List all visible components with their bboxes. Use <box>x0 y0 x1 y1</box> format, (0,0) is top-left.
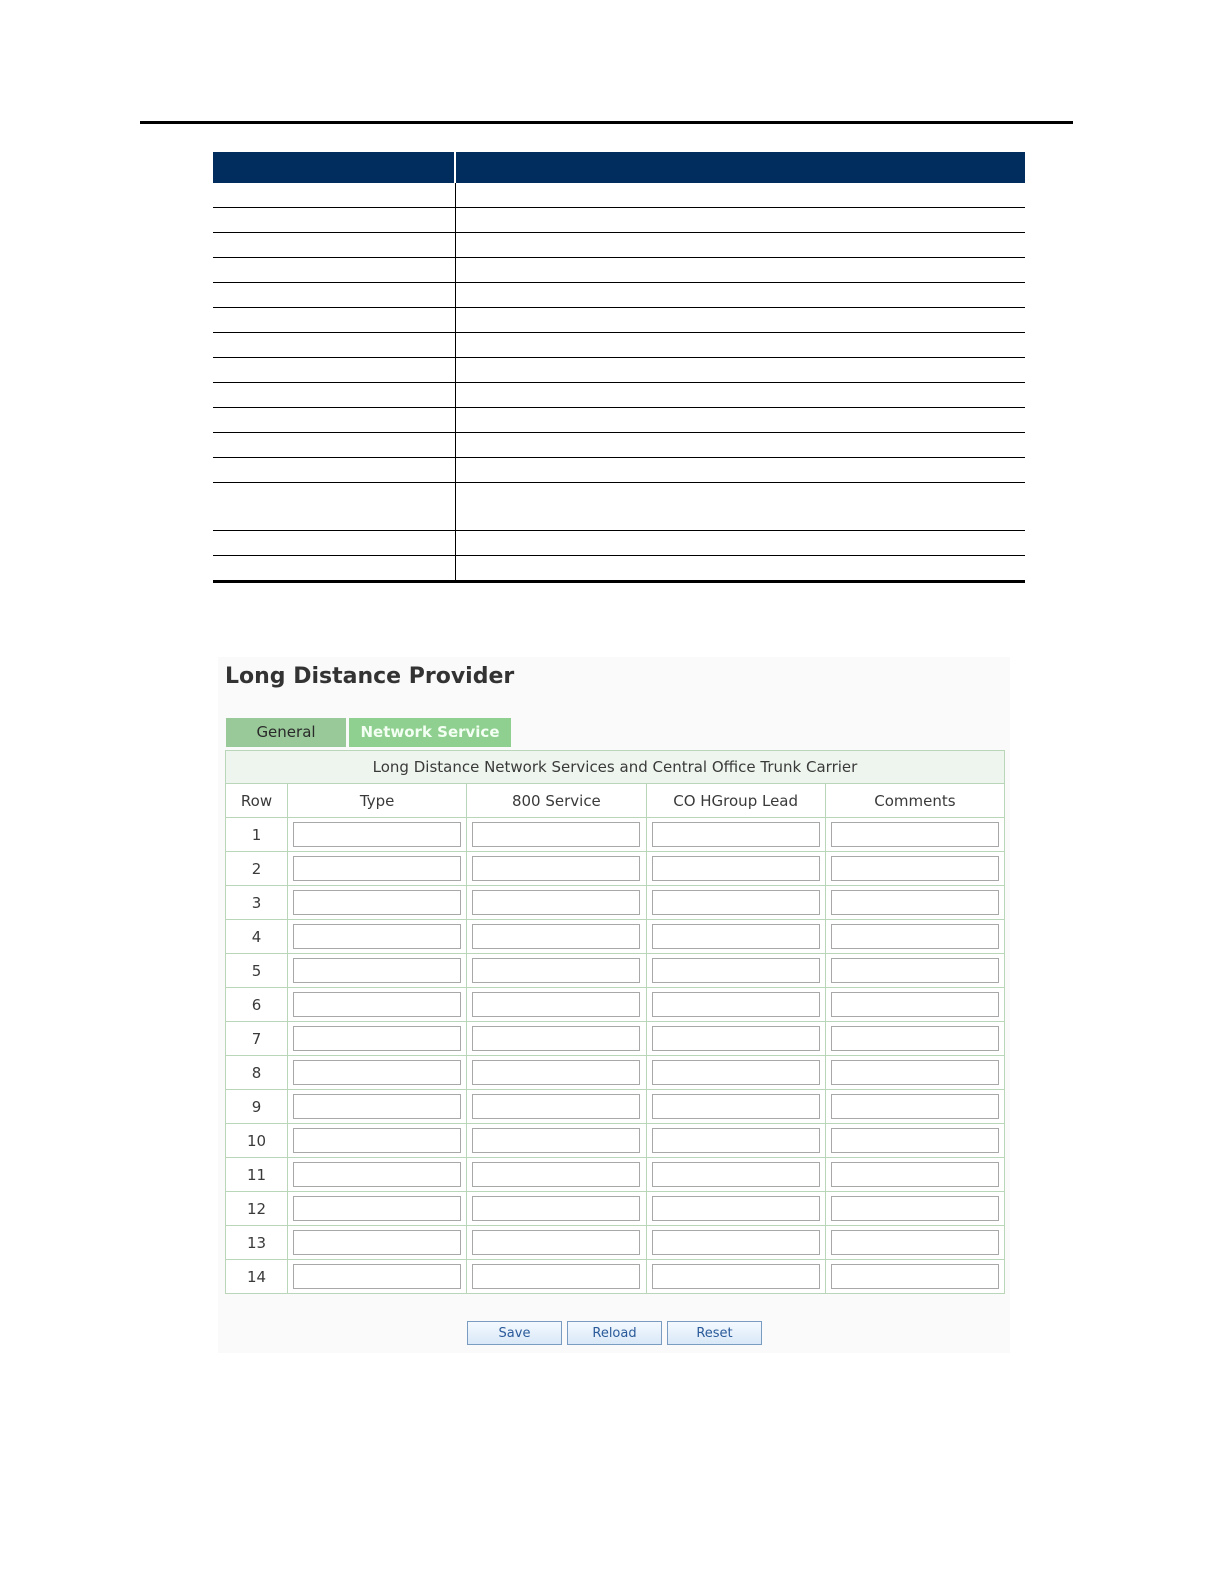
row-number: 12 <box>226 1192 288 1226</box>
type-input[interactable] <box>293 1060 461 1085</box>
co-hgroup-lead-input[interactable] <box>652 1094 820 1119</box>
co-hgroup-lead-input[interactable] <box>652 822 820 847</box>
table-cell <box>646 1022 825 1056</box>
table-cell <box>467 920 646 954</box>
comments-input[interactable] <box>831 1196 999 1221</box>
800-service-input[interactable] <box>472 1094 640 1119</box>
column-header-800-service: 800 Service <box>467 784 646 818</box>
reference-table-cell <box>213 458 455 483</box>
table-cell <box>288 988 467 1022</box>
page-top-rule <box>140 121 1073 124</box>
reference-table <box>213 152 1025 583</box>
reference-table-row <box>213 208 1025 233</box>
reference-table-row <box>213 458 1025 483</box>
table-cell <box>467 852 646 886</box>
table-cell <box>825 1056 1004 1090</box>
row-number: 4 <box>226 920 288 954</box>
table-row <box>226 954 1005 988</box>
reference-table-cell <box>455 183 1025 208</box>
reference-table-row <box>213 283 1025 308</box>
co-hgroup-lead-input[interactable] <box>652 1162 820 1187</box>
800-service-input[interactable] <box>472 1264 640 1289</box>
row-number: 13 <box>226 1226 288 1260</box>
page-title: Long Distance Provider <box>225 664 515 689</box>
network-services-rows <box>226 818 1005 1294</box>
table-cell <box>825 1192 1004 1226</box>
co-hgroup-lead-input[interactable] <box>652 1196 820 1221</box>
reference-table-cell <box>213 408 455 433</box>
reference-table-row <box>213 333 1025 358</box>
reference-table-cell <box>213 483 455 531</box>
reference-table-cell <box>455 283 1025 308</box>
type-input[interactable] <box>293 1264 461 1289</box>
table-cell <box>825 1124 1004 1158</box>
type-input[interactable] <box>293 1230 461 1255</box>
table-cell <box>646 818 825 852</box>
row-number: 2 <box>226 852 288 886</box>
reference-table-cell <box>213 233 455 258</box>
reference-table-cell <box>455 408 1025 433</box>
reference-table-row <box>213 358 1025 383</box>
800-service-input[interactable] <box>472 890 640 915</box>
table-cell <box>646 1124 825 1158</box>
co-hgroup-lead-input[interactable] <box>652 856 820 881</box>
table-row <box>226 988 1005 1022</box>
reference-table-row <box>213 308 1025 333</box>
table-row <box>226 1090 1005 1124</box>
co-hgroup-lead-input[interactable] <box>652 958 820 983</box>
comments-input[interactable] <box>831 856 999 881</box>
table-cell <box>646 852 825 886</box>
column-header-row: Row <box>226 784 288 818</box>
reference-table-cell <box>455 433 1025 458</box>
reference-table-cell <box>455 308 1025 333</box>
800-service-input[interactable] <box>472 958 640 983</box>
800-service-input[interactable] <box>472 1060 640 1085</box>
table-row <box>226 1056 1005 1090</box>
tab-general[interactable]: General <box>226 718 346 747</box>
comments-input[interactable] <box>831 992 999 1017</box>
table-cell <box>467 1226 646 1260</box>
co-hgroup-lead-input[interactable] <box>652 924 820 949</box>
table-cell <box>825 1022 1004 1056</box>
type-input[interactable] <box>293 856 461 881</box>
800-service-input[interactable] <box>472 1128 640 1153</box>
reference-table-cell <box>213 383 455 408</box>
table-cell <box>288 1260 467 1294</box>
table-cell <box>646 1192 825 1226</box>
table-row <box>226 1158 1005 1192</box>
table-row <box>226 1192 1005 1226</box>
table-cell <box>288 1158 467 1192</box>
table-cell <box>467 818 646 852</box>
table-cell <box>288 1226 467 1260</box>
reference-table-cell <box>213 333 455 358</box>
800-service-input[interactable] <box>472 992 640 1017</box>
table-cell <box>825 886 1004 920</box>
table-row <box>226 1124 1005 1158</box>
reference-table-cell <box>455 208 1025 233</box>
type-input[interactable] <box>293 992 461 1017</box>
reference-table-cell <box>455 458 1025 483</box>
reference-table-row <box>213 483 1025 531</box>
comments-input[interactable] <box>831 1264 999 1289</box>
row-number: 1 <box>226 818 288 852</box>
comments-input[interactable] <box>831 924 999 949</box>
table-cell <box>467 1158 646 1192</box>
reference-header-cell-1 <box>213 152 455 183</box>
table-cell <box>288 1090 467 1124</box>
co-hgroup-lead-input[interactable] <box>652 1128 820 1153</box>
reference-table-row <box>213 408 1025 433</box>
reference-table-row <box>213 233 1025 258</box>
reload-button[interactable]: Reload <box>567 1321 662 1345</box>
type-input[interactable] <box>293 1128 461 1153</box>
table-row <box>226 920 1005 954</box>
reference-table-cell <box>213 183 455 208</box>
800-service-input[interactable] <box>472 1026 640 1051</box>
reference-table-cell <box>213 308 455 333</box>
long-distance-provider-panel <box>218 657 1010 1353</box>
reference-table-cell <box>213 358 455 383</box>
row-number: 11 <box>226 1158 288 1192</box>
table-cell <box>467 1090 646 1124</box>
comments-input[interactable] <box>831 890 999 915</box>
table-cell <box>646 1226 825 1260</box>
table-cell <box>288 852 467 886</box>
800-service-input[interactable] <box>472 924 640 949</box>
table-cell <box>646 1056 825 1090</box>
table-cell <box>825 954 1004 988</box>
800-service-input[interactable] <box>472 1196 640 1221</box>
co-hgroup-lead-input[interactable] <box>652 1026 820 1051</box>
table-cell <box>467 954 646 988</box>
column-header-type: Type <box>288 784 467 818</box>
type-input[interactable] <box>293 958 461 983</box>
reference-table-cell <box>455 233 1025 258</box>
reference-table-header <box>213 152 1025 183</box>
table-cell <box>288 818 467 852</box>
reference-header-cell-2 <box>455 152 1025 183</box>
co-hgroup-lead-input[interactable] <box>652 1230 820 1255</box>
comments-input[interactable] <box>831 1060 999 1085</box>
comments-input[interactable] <box>831 1094 999 1119</box>
table-cell <box>288 1022 467 1056</box>
type-input[interactable] <box>293 890 461 915</box>
type-input[interactable] <box>293 1162 461 1187</box>
table-cell <box>825 1226 1004 1260</box>
table-cell <box>467 1192 646 1226</box>
table-cell <box>646 954 825 988</box>
reference-table-row <box>213 433 1025 458</box>
800-service-input[interactable] <box>472 856 640 881</box>
reference-table-cell <box>213 208 455 233</box>
table-cell <box>646 1260 825 1294</box>
reference-table-cell <box>455 483 1025 531</box>
table-cell <box>825 988 1004 1022</box>
800-service-input[interactable] <box>472 1230 640 1255</box>
comments-input[interactable] <box>831 1026 999 1051</box>
reference-table-cell <box>455 556 1025 582</box>
table-caption: Long Distance Network Services and Central Office Trunk Carrier <box>226 751 1005 784</box>
reference-table-row <box>213 556 1025 582</box>
reference-table-row <box>213 531 1025 556</box>
row-number: 6 <box>226 988 288 1022</box>
row-number: 5 <box>226 954 288 988</box>
reference-table-row <box>213 183 1025 208</box>
co-hgroup-lead-input[interactable] <box>652 890 820 915</box>
table-cell <box>825 1090 1004 1124</box>
table-cell <box>825 852 1004 886</box>
reference-table-body <box>213 183 1025 582</box>
table-cell <box>467 886 646 920</box>
co-hgroup-lead-input[interactable] <box>652 992 820 1017</box>
table-cell <box>467 1260 646 1294</box>
reset-button[interactable]: Reset <box>667 1321 762 1345</box>
comments-input[interactable] <box>831 1128 999 1153</box>
type-input[interactable] <box>293 822 461 847</box>
network-services-table <box>225 750 1005 1294</box>
table-cell <box>646 1090 825 1124</box>
table-cell <box>467 988 646 1022</box>
table-row <box>226 886 1005 920</box>
table-row <box>226 1260 1005 1294</box>
800-service-input[interactable] <box>472 1162 640 1187</box>
reference-table-cell <box>213 433 455 458</box>
table-cell <box>288 920 467 954</box>
row-number: 10 <box>226 1124 288 1158</box>
co-hgroup-lead-input[interactable] <box>652 1264 820 1289</box>
reference-table-cell <box>455 383 1025 408</box>
table-cell <box>646 988 825 1022</box>
table-cell <box>646 1158 825 1192</box>
reference-table-cell <box>213 283 455 308</box>
row-number: 14 <box>226 1260 288 1294</box>
table-cell <box>825 920 1004 954</box>
type-input[interactable] <box>293 924 461 949</box>
reference-table-cell <box>455 333 1025 358</box>
reference-table-cell <box>455 531 1025 556</box>
table-row <box>226 1226 1005 1260</box>
table-row <box>226 818 1005 852</box>
table-header-row <box>226 784 1005 818</box>
table-cell <box>825 1158 1004 1192</box>
table-cell <box>825 1260 1004 1294</box>
reference-table-cell <box>213 556 455 582</box>
table-cell <box>288 1124 467 1158</box>
tab-network-service[interactable]: Network Service <box>349 718 511 747</box>
save-button[interactable]: Save <box>467 1321 562 1345</box>
reference-table-row <box>213 383 1025 408</box>
table-cell <box>288 1192 467 1226</box>
type-input[interactable] <box>293 1196 461 1221</box>
reference-table-cell <box>455 258 1025 283</box>
table-row <box>226 852 1005 886</box>
comments-input[interactable] <box>831 822 999 847</box>
table-cell <box>467 1022 646 1056</box>
reference-table-row <box>213 258 1025 283</box>
comments-input[interactable] <box>831 958 999 983</box>
column-header-comments: Comments <box>825 784 1004 818</box>
row-number: 3 <box>226 886 288 920</box>
row-number: 8 <box>226 1056 288 1090</box>
reference-table-cell <box>455 358 1025 383</box>
row-number: 9 <box>226 1090 288 1124</box>
table-row <box>226 1022 1005 1056</box>
table-cell <box>646 920 825 954</box>
type-input[interactable] <box>293 1026 461 1051</box>
type-input[interactable] <box>293 1094 461 1119</box>
reference-table-cell <box>213 531 455 556</box>
column-header-co-hgroup-lead: CO HGroup Lead <box>646 784 825 818</box>
comments-input[interactable] <box>831 1230 999 1255</box>
table-cell <box>825 818 1004 852</box>
reference-table-cell <box>213 258 455 283</box>
table-cell <box>646 886 825 920</box>
table-cell <box>288 886 467 920</box>
table-cell <box>467 1056 646 1090</box>
row-number: 7 <box>226 1022 288 1056</box>
table-cell <box>288 954 467 988</box>
table-cell <box>288 1056 467 1090</box>
comments-input[interactable] <box>831 1162 999 1187</box>
table-cell <box>467 1124 646 1158</box>
co-hgroup-lead-input[interactable] <box>652 1060 820 1085</box>
800-service-input[interactable] <box>472 822 640 847</box>
